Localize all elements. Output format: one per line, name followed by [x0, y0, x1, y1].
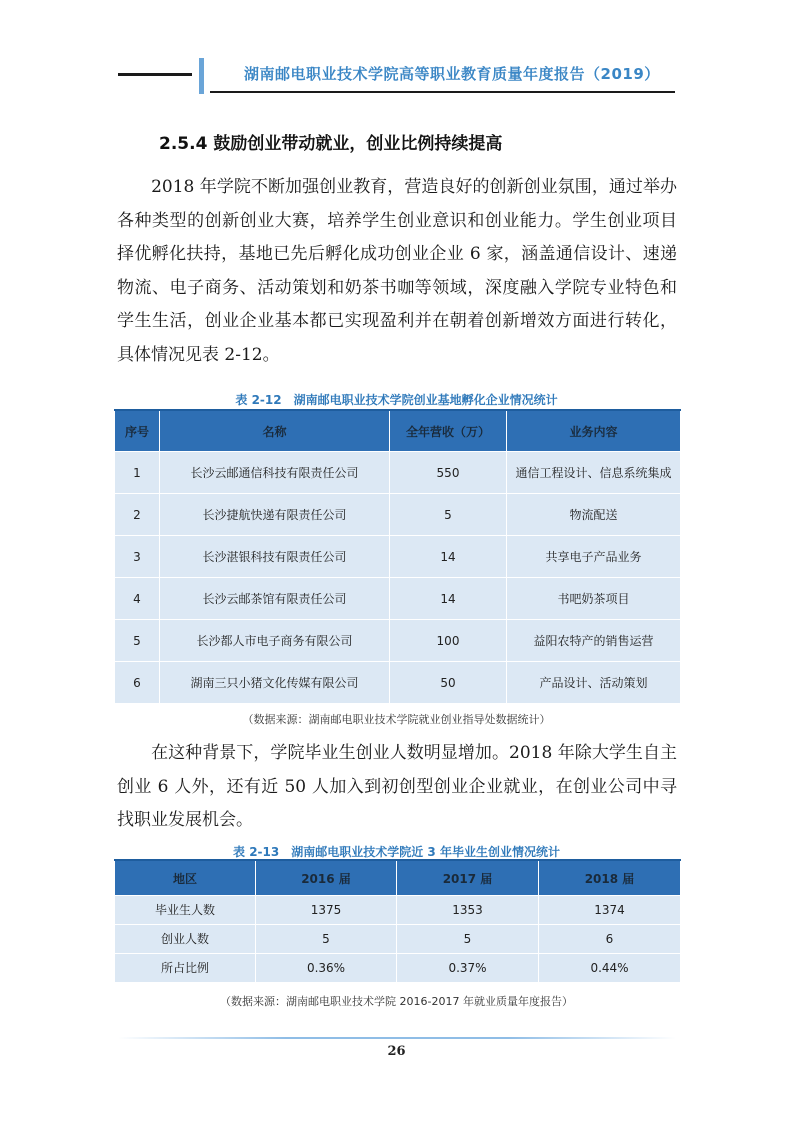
- cell-metric: 所占比例: [115, 954, 256, 983]
- cell-name: 长沙云邮茶馆有限责任公司: [160, 578, 390, 620]
- cell-index: 1: [115, 452, 160, 494]
- cell-name: 长沙都人市电子商务有限公司: [160, 620, 390, 662]
- col-header-name: 名称: [160, 410, 390, 452]
- cell-2017: 5: [397, 925, 539, 954]
- incubated-enterprises-table: [114, 409, 681, 704]
- table-2-12-source-note: （数据来源：湖南邮电职业技术学院就业创业指导处数据统计）: [242, 713, 551, 726]
- cell-index: 4: [115, 578, 160, 620]
- table-row: [115, 620, 681, 662]
- cell-2016: 1375: [256, 896, 397, 925]
- table-2-13-source-note: （数据来源：湖南邮电职业技术学院 2016-2017 年就业质量年度报告）: [220, 995, 573, 1008]
- header-accent-bar: [199, 58, 204, 94]
- table-row: [115, 536, 681, 578]
- col-header-2018: 2018 届: [539, 860, 681, 896]
- col-header-2016: 2016 届: [256, 860, 397, 896]
- col-header-2017: 2017 届: [397, 860, 539, 896]
- cell-index: 6: [115, 662, 160, 704]
- cell-name: 长沙捷航快递有限责任公司: [160, 494, 390, 536]
- cell-business: 通信工程设计、信息系统集成: [507, 452, 681, 494]
- cell-name: 湖南三只小猪文化传媒有限公司: [160, 662, 390, 704]
- cell-metric: 毕业生人数: [115, 896, 256, 925]
- cell-metric: 创业人数: [115, 925, 256, 954]
- header-rule-right: [210, 91, 675, 93]
- table-row: [115, 662, 681, 704]
- section-heading: 2.5.4 鼓励创业带动就业，创业比例持续提高: [159, 134, 503, 154]
- cell-2016: 5: [256, 925, 397, 954]
- col-header-index: 序号: [115, 410, 160, 452]
- cell-business: 产品设计、活动策划: [507, 662, 681, 704]
- table-row: [115, 494, 681, 536]
- footer-divider: [118, 1037, 676, 1039]
- cell-business: 益阳农特产的销售运营: [507, 620, 681, 662]
- table-header-row: [115, 860, 681, 896]
- cell-name: 长沙云邮通信科技有限责任公司: [160, 452, 390, 494]
- cell-revenue: 14: [390, 536, 507, 578]
- cell-2018: 1374: [539, 896, 681, 925]
- cell-revenue: 5: [390, 494, 507, 536]
- table-row: [115, 452, 681, 494]
- col-header-revenue: 全年营收（万）: [390, 410, 507, 452]
- cell-2017: 1353: [397, 896, 539, 925]
- cell-2018: 0.44%: [539, 954, 681, 983]
- body-paragraph-2: 在这种背景下，学院毕业生创业人数明显增加。2018 年除大学生自主创业 6 人外，还有近 50 人加入到初创型创业企业就业，在创业公司中寻找职业发展机会。: [117, 743, 677, 830]
- body-paragraph-1: 2018 年学院不断加强创业教育，营造良好的创新创业氛围，通过举办各种类型的创新创业大赛，培养学生创业意识和创业能力。学生创业项目择优孵化扶持，基地已先后孵化成功创业企业 6 家，涵盖通信设计、速递物流、电子商务、活动策划和奶茶书咖等领域，深度融入学院专业特色和学生生活，创业企业基本都已实现盈利并在朝着创新增效方面进行转化，具体情况见表 2-12。: [117, 177, 677, 365]
- cell-index: 5: [115, 620, 160, 662]
- cell-revenue: 14: [390, 578, 507, 620]
- header-rule-left: [118, 73, 192, 76]
- cell-name: 长沙湛银科技有限责任公司: [160, 536, 390, 578]
- cell-business: 书吧奶茶项目: [507, 578, 681, 620]
- table-2-13-caption: 表 2-13 湖南邮电职业技术学院近 3 年毕业生创业情况统计: [233, 845, 560, 859]
- cell-index: 3: [115, 536, 160, 578]
- cell-2018: 6: [539, 925, 681, 954]
- page-number: 26: [387, 1044, 406, 1059]
- cell-2017: 0.37%: [397, 954, 539, 983]
- cell-revenue: 50: [390, 662, 507, 704]
- col-header-region: 地区: [115, 860, 256, 896]
- table-2-12-caption: 表 2-12 湖南邮电职业技术学院创业基地孵化企业情况统计: [235, 393, 558, 407]
- table-row: [115, 925, 681, 954]
- running-header-title: 湖南邮电职业技术学院高等职业教育质量年度报告（2019）: [244, 65, 660, 83]
- cell-2016: 0.36%: [256, 954, 397, 983]
- cell-revenue: 100: [390, 620, 507, 662]
- cell-business: 物流配送: [507, 494, 681, 536]
- cell-revenue: 550: [390, 452, 507, 494]
- table-row: [115, 896, 681, 925]
- table-row: [115, 578, 681, 620]
- cell-business: 共享电子产品业务: [507, 536, 681, 578]
- table-row: [115, 954, 681, 983]
- col-header-business: 业务内容: [507, 410, 681, 452]
- table-header-row: [115, 410, 681, 452]
- cell-index: 2: [115, 494, 160, 536]
- graduate-entrepreneurship-table: [114, 859, 681, 983]
